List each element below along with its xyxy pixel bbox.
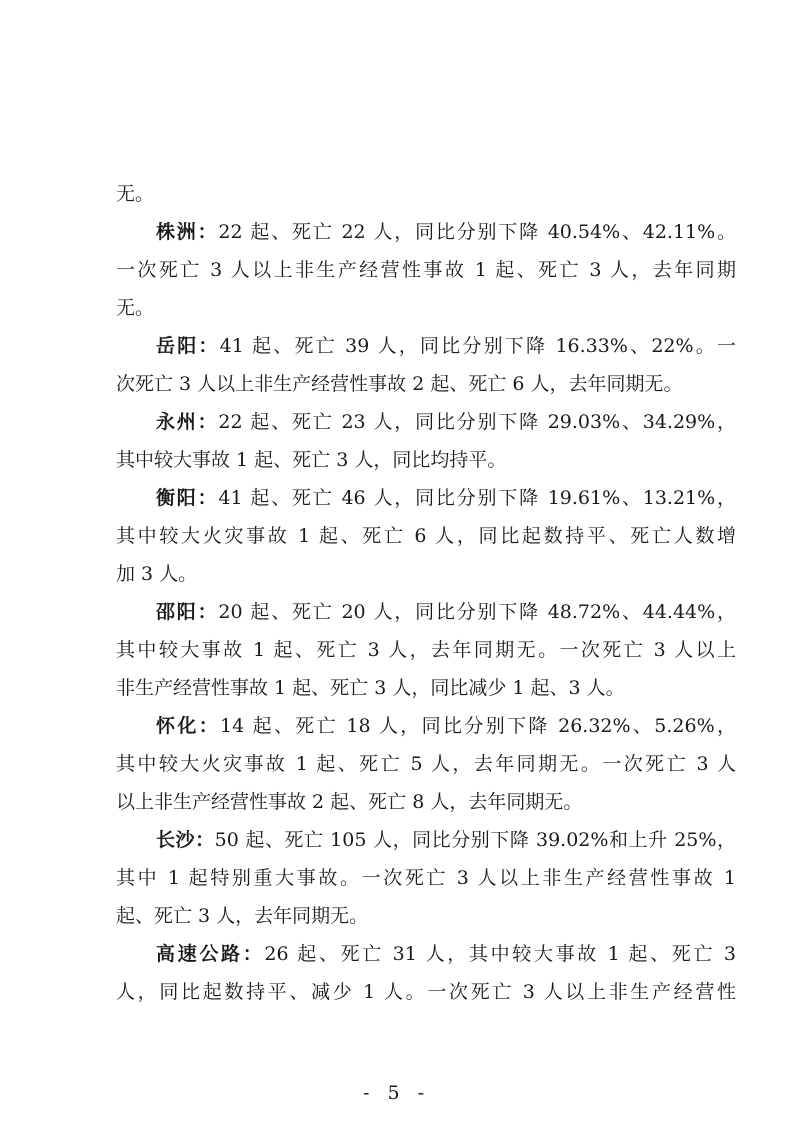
paragraph-line: 一次死亡 3 人以上非生产经营性事故 1 起、死亡 3 人，去年同期 <box>116 259 736 281</box>
paragraph-line: 起、死亡 3 人，去年同期无。 <box>116 905 369 927</box>
paragraph-line <box>116 403 736 441</box>
paragraph-text: 22 起、死亡 22 人，同比分别下降 40.54%、42.11%。 <box>218 221 736 243</box>
region-label: 邵阳： <box>156 601 219 623</box>
paragraph-line <box>116 213 736 251</box>
region-label: 衡阳： <box>156 487 219 509</box>
paragraph-line <box>116 327 736 365</box>
paragraph-line: 非生产经营性事故 1 起、死亡 3 人，同比减少 1 起、3 人。 <box>116 677 625 699</box>
paragraph-text: 22 起、死亡 23 人，同比分别下降 29.03%、34.29%， <box>218 411 736 433</box>
paragraph-yongzhou <box>116 403 736 479</box>
paragraph-text: 26 起、死亡 31 人，其中较大事故 1 起、死亡 3 <box>264 943 736 965</box>
region-label: 株洲： <box>156 221 219 243</box>
paragraph-line: 其中较大火灾事故 1 起、死亡 5 人，去年同期无。一次死亡 3 人 <box>116 753 736 775</box>
paragraph-text: 20 起、死亡 20 人，同比分别下降 48.72%、44.44%， <box>218 601 736 623</box>
paragraph-line: 无。 <box>116 297 155 319</box>
region-label: 岳阳： <box>156 335 220 357</box>
paragraph-line: 次死亡 3 人以上非生产经营性事故 2 起、死亡 6 人，去年同期无。 <box>116 373 683 395</box>
paragraph-hengyang <box>116 479 736 593</box>
region-label: 永州： <box>156 411 219 433</box>
paragraph-line: 人，同比起数持平、减少 1 人。一次死亡 3 人以上非生产经营性 <box>116 981 736 1003</box>
paragraph-huaihua <box>116 707 736 821</box>
paragraph-line <box>116 479 736 517</box>
paragraph-line <box>116 707 736 745</box>
region-label: 怀化： <box>156 715 221 737</box>
paragraph-text: 50 起、死亡 105 人，同比分别下降 39.02%和上升 25%， <box>214 829 736 851</box>
paragraph-line: 其中 1 起特别重大事故。一次死亡 3 人以上非生产经营性事故 1 <box>116 867 736 889</box>
paragraph-line <box>116 821 736 859</box>
region-label: 高速公路： <box>156 943 265 965</box>
paragraph-text: 14 起、死亡 18 人，同比分别下降 26.32%、5.26%， <box>220 715 736 737</box>
paragraph-shaoyang <box>116 593 736 707</box>
paragraph-line: 其中较大火灾事故 1 起、死亡 6 人，同比起数持平、死亡人数增 <box>116 525 736 547</box>
paragraph-line <box>116 935 736 973</box>
paragraph-yueyang <box>116 327 736 403</box>
region-label: 长沙： <box>156 829 215 851</box>
paragraph-line: 以上非生产经营性事故 2 起、死亡 8 人，去年同期无。 <box>116 791 583 813</box>
paragraph-expressway <box>116 935 736 1011</box>
paragraph-zhuzhou <box>116 213 736 327</box>
paragraph-line: 加 3 人。 <box>116 563 198 585</box>
carry-over-line: 无。 <box>116 183 155 205</box>
paragraph-line: 其中较大事故 1 起、死亡 3 人，去年同期无。一次死亡 3 人以上 <box>116 639 736 661</box>
paragraph-line: 其中较大事故 1 起、死亡 3 人，同比均持平。 <box>116 449 507 471</box>
paragraph-text: 41 起、死亡 46 人，同比分别下降 19.61%、13.21%， <box>218 487 736 509</box>
page-body <box>116 175 736 1011</box>
paragraph-text: 41 起、死亡 39 人，同比分别下降 16.33%、22%。一 <box>219 335 736 357</box>
paragraph-line <box>116 593 736 631</box>
paragraph-changsha <box>116 821 736 935</box>
page-number: - 5 - <box>362 1082 430 1104</box>
